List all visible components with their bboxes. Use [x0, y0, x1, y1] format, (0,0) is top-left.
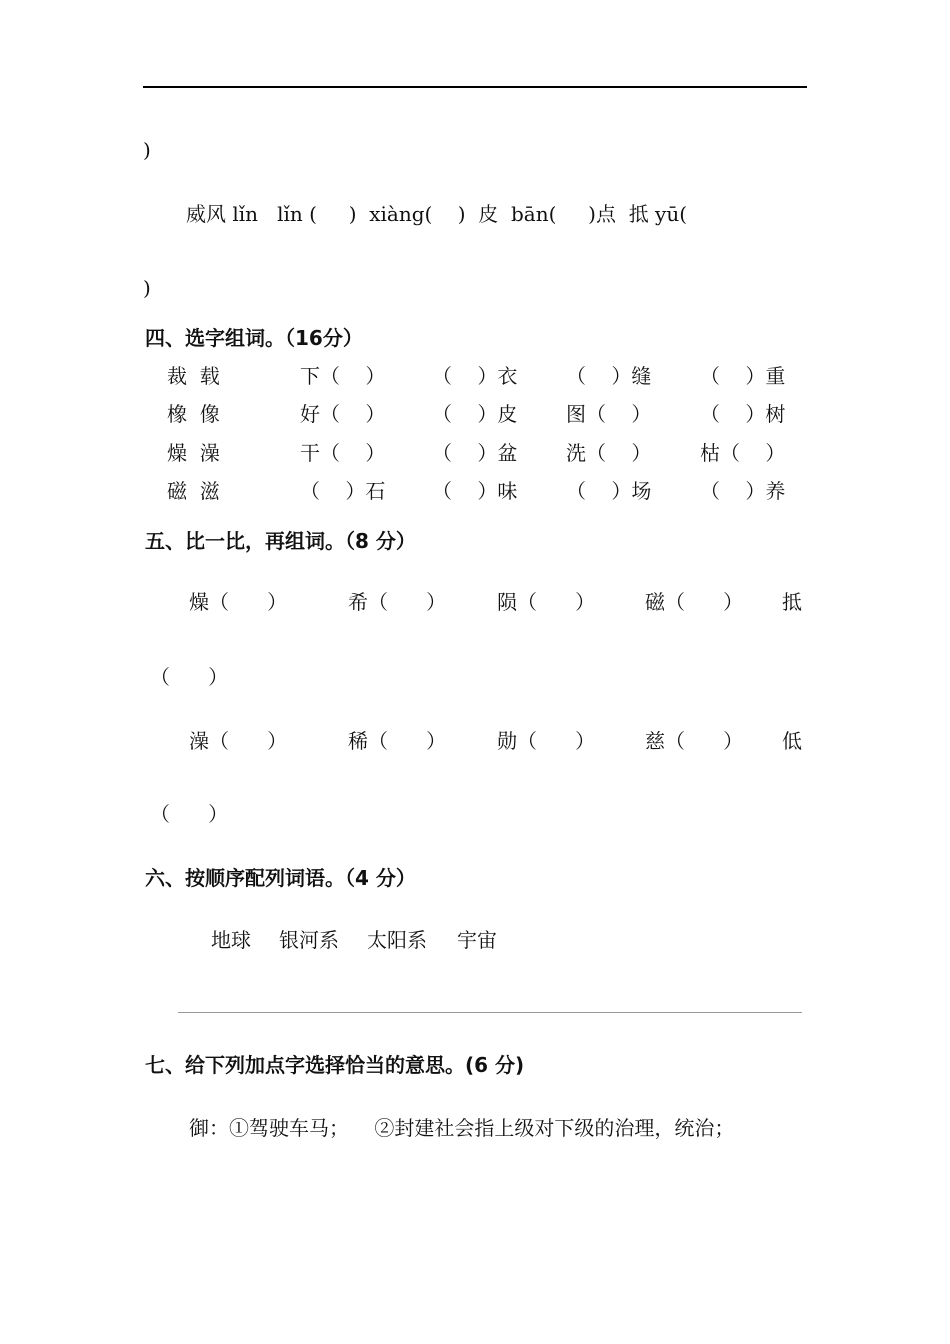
word-blank: （ ）养: [700, 479, 786, 503]
word-blank: （ ）皮: [432, 402, 518, 426]
word-blank: （ ）石: [300, 479, 386, 503]
word-blank: 好（ ）: [300, 402, 386, 426]
wrapped-paren: ): [143, 276, 151, 300]
word-item: 银河系: [279, 928, 339, 952]
pinyin-question-line: 威风 lǐn lǐn ( ) xiàng( ) 皮 bān( )点 抵 yū(: [186, 202, 688, 226]
char-pair: 橡 像: [167, 402, 220, 426]
compare-blank: 勋（ ）: [497, 729, 596, 753]
header-rule: [143, 86, 807, 88]
compare-blank: 磁（ ）: [645, 590, 744, 614]
section4-heading: 四、选字组词。（16分）: [145, 326, 363, 350]
compare-char: 抵: [782, 590, 802, 614]
word-blank: （ ）场: [566, 479, 652, 503]
compare-blank: 燥（ ）: [189, 590, 288, 614]
word-blank: 图（ ）: [566, 402, 652, 426]
compare-blank: 陨（ ）: [497, 590, 596, 614]
compare-blank: 慈（ ）: [645, 729, 744, 753]
section7-heading: 七、给下列加点字选择恰当的意思。(6 分): [145, 1053, 525, 1077]
word-blank: 干（ ）: [300, 441, 386, 465]
compare-blank: （ ）: [150, 802, 229, 826]
word-item: 太阳系: [367, 928, 427, 952]
wrapped-paren: ): [143, 138, 151, 162]
compare-blank: 稀（ ）: [348, 729, 447, 753]
char-pair: 磁 滋: [167, 479, 220, 503]
word-blank: 下（ ）: [300, 364, 386, 388]
word-blank: 枯（ ）: [700, 441, 786, 465]
word-blank: （ ）树: [700, 402, 786, 426]
word-blank: （ ）缝: [566, 364, 652, 388]
answer-line: [178, 1012, 802, 1013]
compare-char: 低: [782, 729, 802, 753]
char-pair: 燥 澡: [167, 441, 220, 465]
definition-line: 御：①驾驶车马； ②封建社会指上级对下级的治理，统治；: [189, 1116, 735, 1140]
compare-blank: 希（ ）: [348, 590, 447, 614]
section5-heading: 五、比一比，再组词。（8 分）: [145, 529, 416, 553]
word-blank: （ ）衣: [432, 364, 518, 388]
compare-blank: 澡（ ）: [189, 729, 288, 753]
word-item: 宇宙: [457, 928, 497, 952]
compare-blank: （ ）: [150, 665, 229, 689]
word-blank: （ ）味: [432, 479, 518, 503]
word-blank: （ ）盆: [432, 441, 518, 465]
char-pair: 裁 载: [167, 364, 220, 388]
word-blank: 洗（ ）: [566, 441, 652, 465]
word-blank: （ ）重: [700, 364, 786, 388]
section6-heading: 六、按顺序配列词语。（4 分）: [145, 866, 416, 890]
word-item: 地球: [211, 928, 251, 952]
